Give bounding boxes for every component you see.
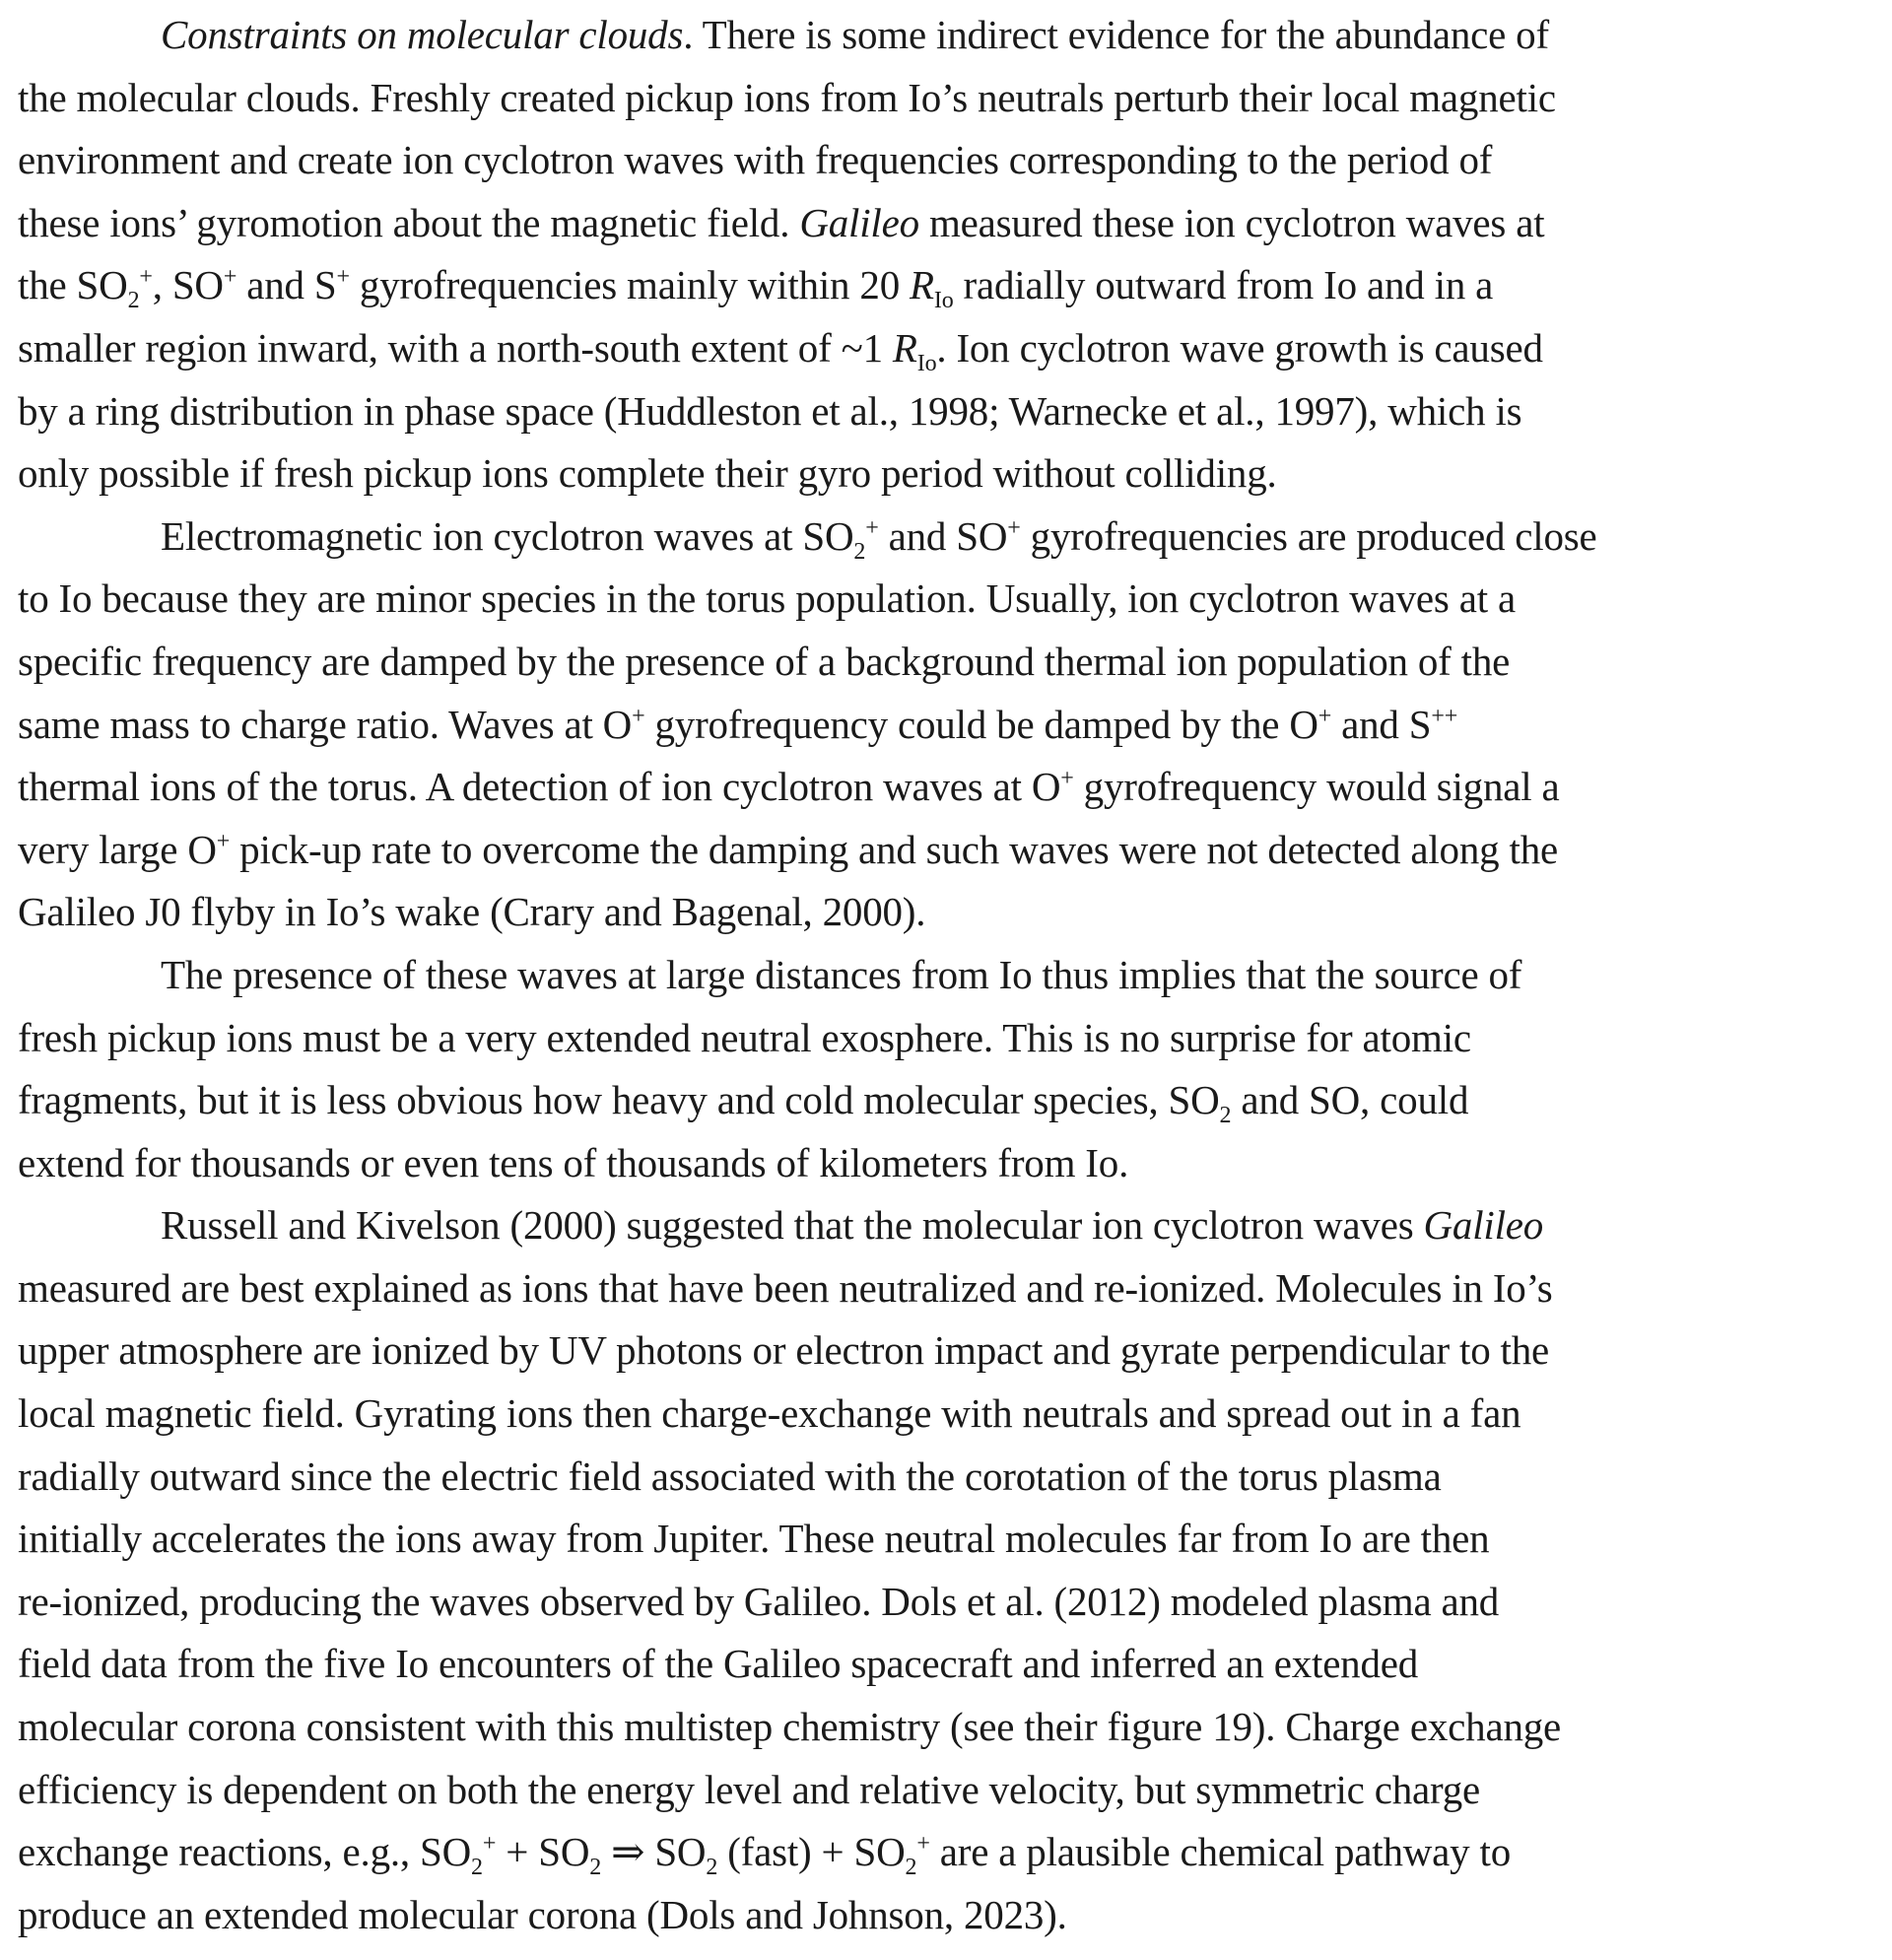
text-line bbox=[18, 192, 1890, 255]
text-run: upper atmosphere are ionized by UV photons or electron impact and gyrate perpendicular to the bbox=[18, 1327, 1550, 1374]
text-run: very large O bbox=[18, 826, 217, 872]
text-run: measured these ion cyclotron waves at bbox=[918, 199, 1545, 245]
superscript: + bbox=[1318, 703, 1332, 729]
text-run: . Ion cyclotron wave growth is caused bbox=[936, 324, 1543, 371]
text-run: radially outward from Io and in a bbox=[953, 262, 1494, 308]
text-line bbox=[18, 1257, 1890, 1320]
text-run: same mass to charge ratio. Waves at O bbox=[18, 701, 633, 747]
italic-text-run: Constraints on molecular clouds bbox=[161, 12, 684, 57]
text-run: Russell and Kivelson (2000) suggested that the molecular ion cyclotron waves bbox=[161, 1202, 1424, 1249]
text-line bbox=[18, 631, 1890, 694]
text-run: produce an extended molecular corona (Dols and Johnson, 2023). bbox=[18, 1891, 1067, 1937]
text-line bbox=[18, 1884, 1890, 1947]
text-run: and S bbox=[236, 262, 337, 308]
text-run: only possible if fresh pickup ions complete their gyro period without colliding. bbox=[18, 450, 1277, 497]
text-line bbox=[18, 1383, 1890, 1446]
text-line bbox=[18, 442, 1890, 506]
text-run: thermal ions of the torus. A detection of ion cyclotron waves at O bbox=[18, 764, 1061, 810]
subscript: Io bbox=[916, 350, 937, 376]
text-line bbox=[18, 568, 1890, 631]
text-line bbox=[18, 1132, 1890, 1195]
text-line bbox=[18, 1508, 1890, 1571]
text-run: + SO bbox=[496, 1829, 590, 1875]
text-run: gyrofrequency would signal a bbox=[1073, 764, 1560, 810]
text-line bbox=[18, 4, 1890, 67]
subscript: 2 bbox=[1219, 1103, 1232, 1129]
subscript: 2 bbox=[853, 538, 866, 565]
subscript: 2 bbox=[471, 1855, 483, 1881]
text-line bbox=[18, 819, 1890, 882]
text-run: and SO bbox=[878, 512, 1008, 559]
italic-text-run: Galileo bbox=[799, 199, 919, 245]
italic-text-run: R bbox=[892, 324, 917, 371]
subscript: 2 bbox=[706, 1855, 718, 1881]
text-run: are a plausible chemical pathway to bbox=[929, 1829, 1512, 1875]
text-run: by a ring distribution in phase space (Huddleston et al., 1998; Warnecke et al., 1997), which is bbox=[18, 387, 1522, 434]
text-run: gyrofrequencies mainly within 20 bbox=[349, 262, 911, 308]
superscript: + bbox=[482, 1831, 497, 1858]
text-run: field data from the five Io encounters of the Galileo spacecraft and inferred an extended bbox=[18, 1641, 1419, 1687]
text-line bbox=[18, 67, 1890, 130]
text-line bbox=[18, 756, 1890, 819]
text-line bbox=[18, 1007, 1890, 1070]
text-run: exchange reactions, e.g., SO bbox=[18, 1829, 472, 1875]
text-run: local magnetic field. Gyrating ions then charge-exchange with neutrals and spread out in a fan bbox=[18, 1390, 1521, 1437]
text-run: these ions’ gyromotion about the magnetic field. bbox=[18, 199, 800, 245]
paragraph-presence-of-waves-at-large-distances bbox=[18, 944, 1890, 1194]
superscript: + bbox=[1007, 514, 1021, 541]
text-run: fragments, but it is less obvious how heavy and cold molecular species, SO bbox=[18, 1077, 1220, 1123]
superscript: + bbox=[916, 1831, 930, 1858]
text-run: gyrofrequency could be damped by the O bbox=[644, 701, 1318, 747]
superscript: + bbox=[223, 264, 237, 291]
text-line bbox=[18, 1446, 1890, 1509]
text-run: Electromagnetic ion cyclotron waves at SO bbox=[161, 512, 854, 559]
text-line bbox=[18, 1194, 1890, 1257]
text-run: measured are best explained as ions that have been neutralized and re-ionized. Molecules in Io’s bbox=[18, 1264, 1553, 1311]
text-line bbox=[18, 254, 1890, 317]
text-line bbox=[18, 129, 1890, 192]
text-run: Galileo J0 flyby in Io’s wake (Crary and Bagenal, 2000). bbox=[18, 889, 926, 935]
paragraph-constraints-on-molecular-clouds bbox=[18, 4, 1890, 506]
text-run: pick-up rate to overcome the damping and such waves were not detected along the bbox=[230, 826, 1559, 872]
text-run: . There is some indirect evidence for the abundance of bbox=[683, 12, 1549, 57]
paragraph-russell-and-kivelson bbox=[18, 1194, 1890, 1946]
text-line bbox=[18, 1319, 1890, 1383]
subscript: 2 bbox=[589, 1855, 602, 1881]
text-line bbox=[18, 1759, 1890, 1822]
text-run: smaller region inward, with a north-south extent of ~1 bbox=[18, 324, 893, 371]
text-run: (fast) + SO bbox=[717, 1829, 906, 1875]
text-run: gyrofrequencies are produced close bbox=[1020, 512, 1597, 559]
text-line bbox=[18, 694, 1890, 757]
text-line bbox=[18, 317, 1890, 380]
text-run: to Io because they are minor species in the torus population. Usually, ion cyclotron waves at a bbox=[18, 575, 1516, 622]
text-run: the SO bbox=[18, 262, 128, 308]
text-run: The presence of these waves at large distances from Io thus implies that the source of bbox=[161, 951, 1522, 997]
text-run: re-ionized, producing the waves observed by Galileo. Dols et al. (2012) modeled plasma and bbox=[18, 1578, 1500, 1624]
text-run: efficiency is dependent on both the energy level and relative velocity, but symmetric charge bbox=[18, 1766, 1481, 1812]
superscript: + bbox=[336, 264, 350, 291]
text-run: environment and create ion cyclotron waves with frequencies corresponding to the period of bbox=[18, 137, 1493, 183]
superscript: + bbox=[865, 514, 879, 541]
text-run: initially accelerates the ions away from Jupiter. These neutral molecules far from Io are then bbox=[18, 1516, 1490, 1562]
text-line bbox=[18, 380, 1890, 443]
text-run: radially outward since the electric field associated with the corotation of the torus plasma bbox=[18, 1453, 1442, 1499]
paragraph-electromagnetic-ion-cyclotron-waves bbox=[18, 506, 1890, 944]
italic-text-run: Galileo bbox=[1423, 1202, 1544, 1249]
text-line bbox=[18, 506, 1890, 569]
subscript: Io bbox=[933, 288, 954, 314]
subscript: 2 bbox=[905, 1855, 917, 1881]
text-run: the molecular clouds. Freshly created pickup ions from Io’s neutrals perturb their local magnetic bbox=[18, 74, 1556, 120]
text-line bbox=[18, 1821, 1890, 1884]
text-run: and SO, could bbox=[1231, 1077, 1469, 1123]
italic-text-run: R bbox=[910, 262, 934, 308]
superscript: + bbox=[139, 264, 153, 291]
text-run: and S bbox=[1331, 701, 1432, 747]
text-line bbox=[18, 944, 1890, 1007]
text-run: extend for thousands or even tens of thousands of kilometers from Io. bbox=[18, 1139, 1129, 1185]
text-line bbox=[18, 1696, 1890, 1759]
text-run: ⇒ SO bbox=[601, 1829, 707, 1875]
text-run: fresh pickup ions must be a very extended neutral exosphere. This is no surprise for atomic bbox=[18, 1014, 1471, 1060]
text-run: specific frequency are damped by the presence of a background thermal ion population of the bbox=[18, 638, 1511, 684]
superscript: + bbox=[632, 703, 645, 729]
text-line bbox=[18, 1571, 1890, 1634]
superscript: + bbox=[1060, 766, 1074, 792]
text-run: molecular corona consistent with this multistep chemistry (see their figure 19). Charge exchange bbox=[18, 1704, 1562, 1750]
subscript: 2 bbox=[127, 288, 140, 314]
text-run: , SO bbox=[152, 262, 224, 308]
superscript: + bbox=[216, 828, 231, 854]
text-line bbox=[18, 1069, 1890, 1132]
text-line bbox=[18, 881, 1890, 944]
superscript: ++ bbox=[1431, 703, 1458, 729]
text-line bbox=[18, 1633, 1890, 1696]
document-body bbox=[18, 4, 1890, 1946]
